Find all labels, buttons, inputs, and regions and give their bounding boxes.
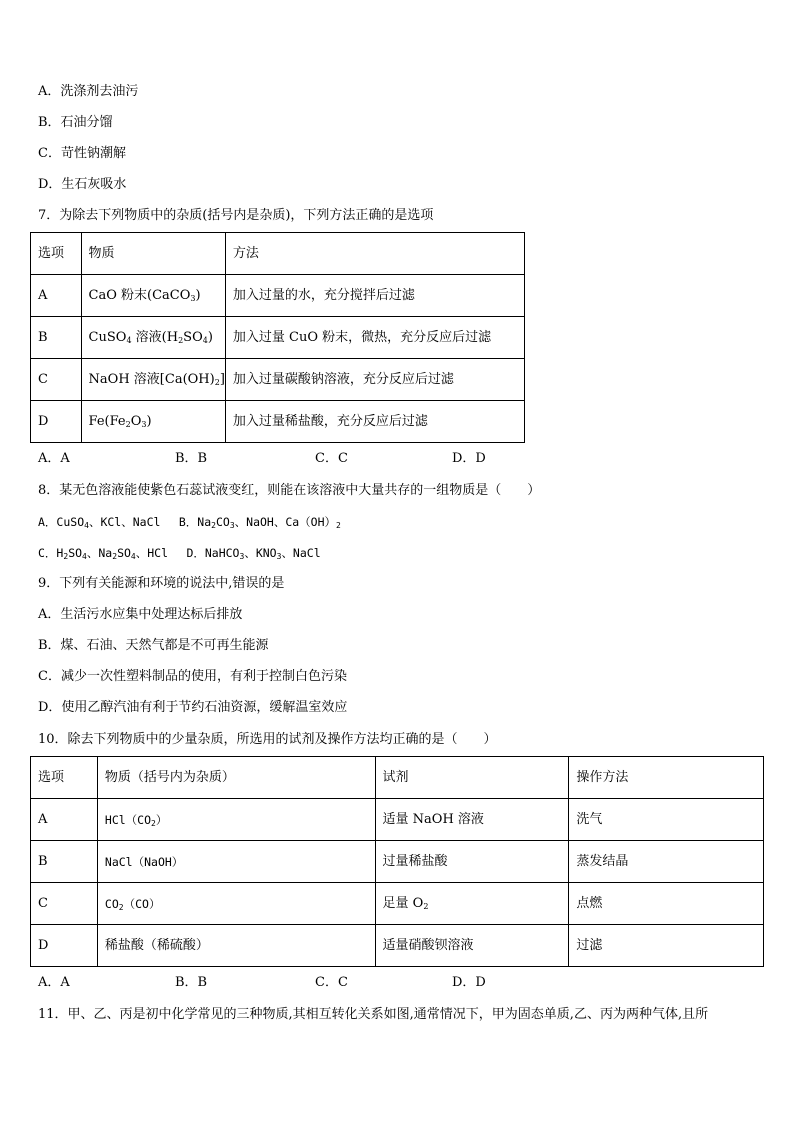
q8-stem: 8．某无色溶液能使紫色石蕊试液变红，则能在该溶液中大量共存的一组物质是（ ） bbox=[38, 483, 541, 498]
q6-option-c: C．苛性钠潮解 bbox=[38, 146, 126, 161]
q10-answer-d: D．D bbox=[452, 975, 486, 990]
q7-option-cell: D bbox=[31, 401, 82, 443]
q7-stem: 7．为除去下列物质中的杂质(括号内是杂质)，下列方法正确的是选项 bbox=[38, 208, 434, 223]
q10-reagent-cell: 适量硝酸钡溶液 bbox=[375, 925, 569, 967]
q6-option-b: B．石油分馏 bbox=[38, 115, 113, 130]
q8-options-ab: A．CuSO$_4$、KCl、NaCl B．$Na_2CO_3$、NaOH、$Ca(OH)_2$ bbox=[38, 515, 341, 530]
q7-option-cell: B bbox=[31, 317, 82, 359]
q10-operation-cell: 洗气 bbox=[569, 799, 764, 841]
q10-header-substance: 物质（括号内为杂质） bbox=[97, 757, 375, 799]
q7-answer-d: D．D bbox=[452, 451, 486, 466]
q10-option-cell: D bbox=[31, 925, 98, 967]
q7-answer-a: A．A bbox=[38, 451, 70, 466]
table-row bbox=[31, 317, 525, 359]
q10-substance-cell: NaCl（NaOH） bbox=[97, 841, 375, 883]
q10-option-cell: A bbox=[31, 799, 98, 841]
q7-method-cell: 加入过量稀盐酸，充分反应后过滤 bbox=[225, 401, 524, 443]
q10-operation-cell: 过滤 bbox=[569, 925, 764, 967]
q7-table bbox=[30, 232, 525, 443]
table-row bbox=[31, 799, 764, 841]
q10-header-option: 选项 bbox=[31, 757, 98, 799]
q7-header-substance: 物质 bbox=[81, 233, 225, 275]
q10-operation-cell: 点燃 bbox=[569, 883, 764, 925]
q10-operation-cell: 蒸发结晶 bbox=[569, 841, 764, 883]
q7-substance-cell: CuSO$_4$ 溶液$(H_2SO_4)$ bbox=[81, 317, 225, 359]
q7-substance-cell: CaO 粉末(CaCO$_3$) bbox=[81, 275, 225, 317]
q7-substance-cell: $Fe(Fe_2O_3)$ bbox=[81, 401, 225, 443]
q9-option-c: C．减少一次性塑料制品的使用，有利于控制白色污染 bbox=[38, 669, 347, 684]
q7-method-cell: 加入过量的水，充分搅拌后过滤 bbox=[225, 275, 524, 317]
table-row bbox=[31, 401, 525, 443]
q10-answer-c: C．C bbox=[315, 975, 348, 990]
q10-answer-b: B．B bbox=[175, 975, 208, 990]
q6-option-a: A．洗涤剂去油污 bbox=[38, 84, 139, 99]
q9-option-b: B．煤、石油、天然气都是不可再生能源 bbox=[38, 638, 269, 653]
table-row bbox=[31, 883, 764, 925]
q7-header-row bbox=[31, 233, 525, 275]
q10-header-operation: 操作方法 bbox=[569, 757, 764, 799]
q10-reagent-cell: 足量 $O_2$ bbox=[375, 883, 569, 925]
q7-substance-cell: NaOH 溶液$[Ca(OH)_2]$ bbox=[81, 359, 225, 401]
q10-stem: 10．除去下列物质中的少量杂质，所选用的试剂及操作方法均正确的是（ ） bbox=[38, 732, 497, 747]
q10-header-reagent: 试剂 bbox=[375, 757, 569, 799]
q10-substance-cell: 稀盐酸（稀硫酸） bbox=[97, 925, 375, 967]
q7-answer-b: B．B bbox=[175, 451, 208, 466]
table-row bbox=[31, 275, 525, 317]
q9-option-d: D．使用乙醇汽油有利于节约石油资源，缓解温室效应 bbox=[38, 700, 348, 715]
q10-reagent-cell: 适量 NaOH 溶液 bbox=[375, 799, 569, 841]
q10-option-cell: B bbox=[31, 841, 98, 883]
table-row bbox=[31, 359, 525, 401]
q10-reagent-cell: 过量稀盐酸 bbox=[375, 841, 569, 883]
table-row bbox=[31, 925, 764, 967]
table-row bbox=[31, 841, 764, 883]
q7-method-cell: 加入过量 CuO 粉末，微热，充分反应后过滤 bbox=[225, 317, 524, 359]
q10-header-row bbox=[31, 757, 764, 799]
q10-substance-cell: $HCl(CO_2)$ bbox=[97, 799, 375, 841]
q10-table bbox=[30, 756, 764, 967]
q11-stem: 11．甲、乙、丙是初中化学常见的三种物质,其相互转化关系如图,通常情况下，甲为固态单质,乙、丙为两种气体,且所 bbox=[38, 1007, 709, 1022]
q7-header-method: 方法 bbox=[225, 233, 524, 275]
q10-option-cell: C bbox=[31, 883, 98, 925]
q7-option-cell: A bbox=[31, 275, 82, 317]
q7-option-cell: C bbox=[31, 359, 82, 401]
q10-substance-cell: $CO_2(CO)$ bbox=[97, 883, 375, 925]
q9-stem: 9．下列有关能源和环境的说法中,错误的是 bbox=[38, 576, 285, 591]
q10-answer-a: A．A bbox=[38, 975, 70, 990]
q8-options-cd: C．$H_2SO_4$、$Na_2SO_4$、HCl D．NaHCO$_3$、$KNO_3$、NaCl bbox=[38, 546, 321, 561]
q7-method-cell: 加入过量碳酸钠溶液，充分反应后过滤 bbox=[225, 359, 524, 401]
q6-option-d: D．生石灰吸水 bbox=[38, 177, 127, 192]
q7-answer-options bbox=[38, 450, 598, 468]
q7-answer-c: C．C bbox=[315, 451, 348, 466]
q7-header-option: 选项 bbox=[31, 233, 82, 275]
q9-option-a: A．生活污水应集中处理达标后排放 bbox=[38, 607, 243, 622]
q10-answer-options bbox=[38, 974, 598, 992]
